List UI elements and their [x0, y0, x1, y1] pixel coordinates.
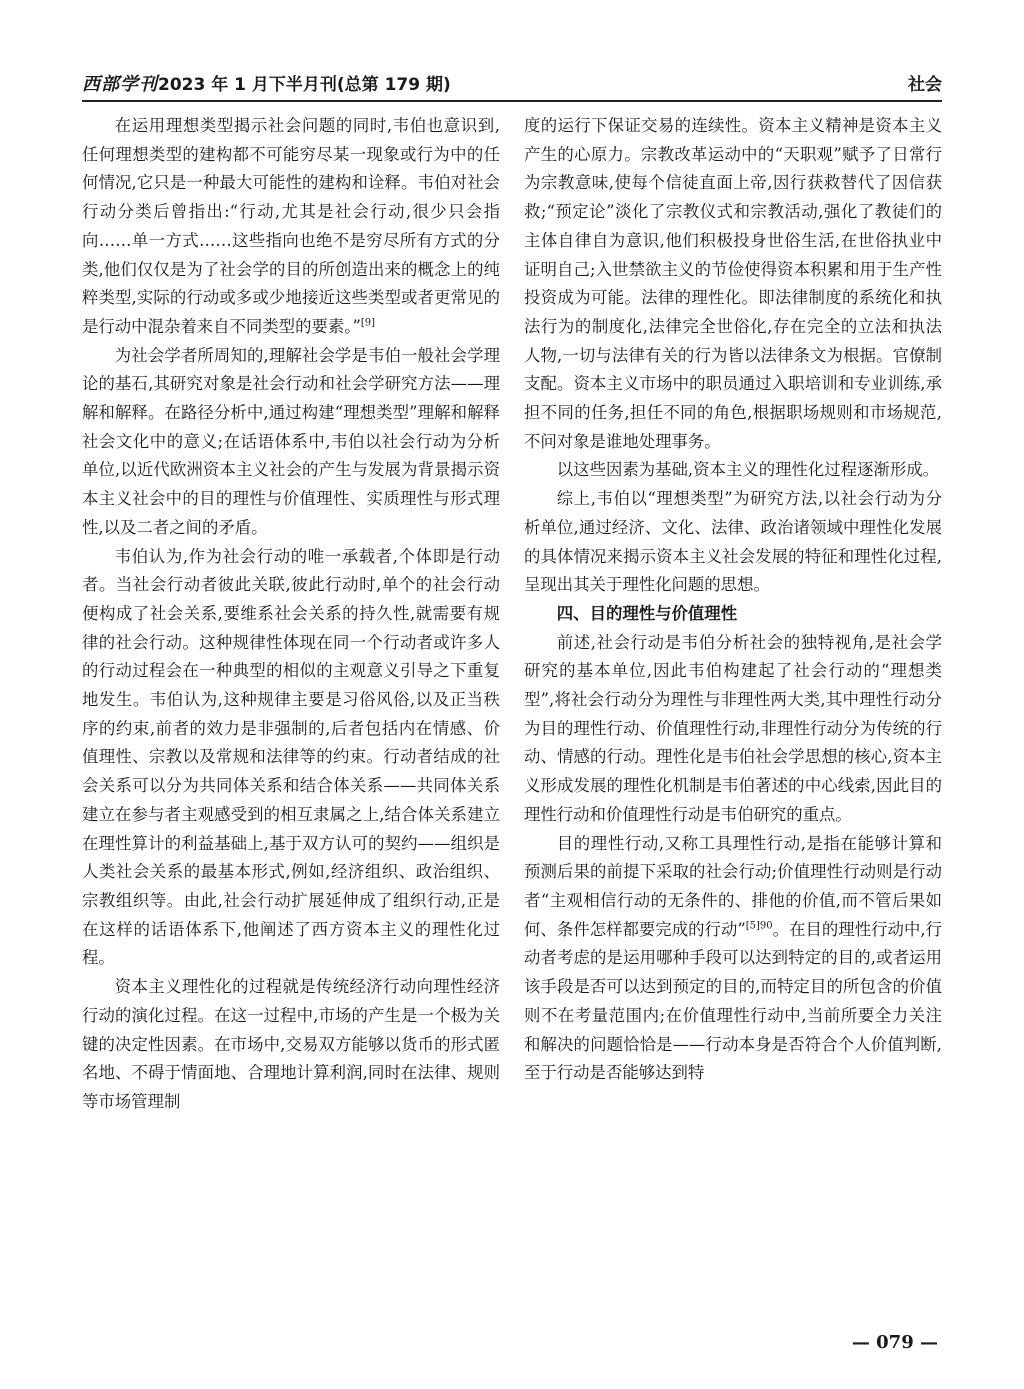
header-rule [82, 100, 942, 102]
citation: [9] [360, 317, 375, 329]
citation: [5]90 [745, 920, 773, 932]
paragraph: 综上,韦伯以“理想类型”为研究方法,以社会行动为分析单位,通过经济、文化、法律、政治诸领域中理性化发展的具体情况来揭示资本主义社会发展的特征和理性化过程,呈现出其关于理性化问题的思想。 [524, 489, 942, 595]
left-column [82, 112, 500, 1117]
journal-logo: 西部学刊 [82, 74, 158, 95]
section-heading: 四、目的理性与价值理性 [556, 603, 738, 623]
paragraph: 度的运行下保证交易的连续性。资本主义精神是资本主义产生的心原力。宗教改革运动中的“天职观”赋予了日常行为宗教意味,使每个信徒直面上帝,因行获救替代了因信获救;“预定论”淡化了宗教仪式和宗教活动,强化了教徒们的主体自律自为意识,他们积极投身世俗生活,在世俗执业中证明自己;入世禁欲主义的节俭使得资本积累和用于生产性投资成为可能。法律的理性化。即法律制度的系统化和执法行为的制度化,法律完全世俗化,存在完全的立法和执法人物,一切与法律有关的行为皆以法律条文为根据。官僚制支配。资本主义市场中的职员通过入职培训和专业训练,承担不同的任务,担任不同的角色,根据职场规则和市场规范,不问对象是谁地处理事务。 [524, 116, 942, 451]
paragraph: 在运用理想类型揭示社会问题的同时,韦伯也意识到,任何理想类型的建构都不可能穷尽某一现象或行为中的任何情况,它只是一种最大可能性的建构和诠释。韦伯对社会行动分类后曾指出:“行动,尤其是社会行动,很少只会指向……单一方式……这些指向也绝不是穷尽所有方式的分类,他们仅仅是为了社会学的目的所创造出来的概念上的纯粹类型,实际的行动或多或少地接近这些类型或者更常见的是行动中混杂着来自不同类型的要素。”[9] [82, 116, 500, 336]
paragraph: 目的理性行动,又称工具理性行动,是指在能够计算和预测后果的前提下采取的社会行动;价值理性行动则是行动者“主观相信行动的无条件的、排他的价值,而不管后果如何、条件怎样都要完成的行动”$^{[5]90}$。在目的理性行动中,行动者考虑的是运用哪种手段可以达到特定的目的,或者运用该手段是否可以达到预定的目的,而特定目的所包含的价值则不在考量范围内;在价值理性行动中,当前所要全力关注和解决的问题恰恰是——行动本身是否符合个人价值判断,至于行动是否能够达到特 [524, 833, 942, 1083]
paragraph: 前述,社会行动是韦伯分析社会的独特视角,是社会学研究的基本单位,因此韦伯构建起了社会行动的“理想类型”,将社会行动分为理性与非理性两大类,其中理性行动分为目的理性行动、价值理性行动,非理性行动分为传统的行动、情感的行动。理性化是韦伯社会学思想的核心,资本主义形成发展的理性化机制是韦伯著述的中心线索,因此目的理性行动和价值理性行动是韦伯研究的重点。 [524, 632, 942, 824]
issue-info: 2023 年 1 月下半月刊(总第 179 期) [158, 75, 451, 95]
paragraph: 以这些因素为基础,资本主义的理性化过程逐渐形成。 [556, 460, 939, 480]
paragraph: 为社会学者所周知的,理解社会学是韦伯一般社会学理论的基石,其研究对象是社会行动和社会学研究方法——理解和解释。在路径分析中,通过构建“理想类型”理解和解释社会文化中的意义;在话语体系中,韦伯以社会行动为分析单位,以近代欧洲资本主义社会的产生与发展为背景揭示资本主义社会中的目的理性与价值理性、实质理性与形式理性,以及二者之间的矛盾。 [82, 345, 500, 537]
section-label: 社会 [908, 75, 942, 95]
paragraph: 韦伯认为,作为社会行动的唯一承载者,个体即是行动者。当社会行动者彼此关联,彼此行动时,单个的社会行动便构成了社会关系,要维系社会关系的持久性,就需要有规律的社会行动。这种规律性体现在同一个行动者或许多人的行动过程会在一种典型的相似的主观意义引导之下重复地发生。韦伯认为,这种规律主要是习俗风俗,以及正当秩序的约束,前者的效力是非强制的,后者包括内在情感、价值理性、宗教以及常规和法律等的约束。行动者结成的社会关系可以分为共同体关系和结合体关系——共同体关系建立在参与者主观感受到的相互隶属之上,结合体关系建立在理性算计的利益基础上,基于双方认可的契约——组织是人类社会关系的最基本形式,例如,经济组织、政治组织、宗教组织等。由此,社会行动扩展延伸成了组织行动,正是在这样的话语体系下,他阐述了西方资本主义的理性化过程。 [82, 546, 500, 968]
running-header [82, 66, 942, 96]
right-column [524, 112, 942, 1088]
page-number: — 079 — [851, 1332, 938, 1353]
journal-info [82, 70, 451, 96]
paragraph: 资本主义理性化的过程就是传统经济行动向理性经济行动的演化过程。在这一过程中,市场的产生是一个极为关键的决定性因素。在市场中,交易双方能够以货币的形式匿名地、不碍于情面地、合理地计算利润,同时在法律、规则等市场管理制 [82, 977, 500, 1111]
